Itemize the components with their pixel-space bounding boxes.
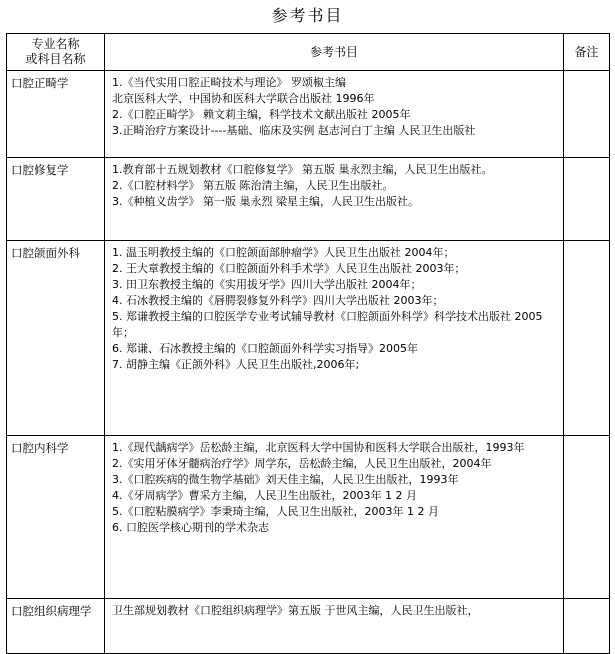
books-cell	[105, 158, 564, 241]
book-entry: 2. 王大章教授主编的《口腔颌面外科手术学》人民卫生出版社 2003年；	[112, 262, 466, 275]
book-entry: 1.《当代实用口腔正畸技术与理论》 罗颂椒主编	[112, 76, 346, 89]
page-title: 参考书目	[271, 6, 344, 25]
book-entry: 5.《口腔粘膜病学》李秉琦主编，人民卫生出版社，2003年 1 2 月	[112, 505, 439, 518]
subject-cell: 口腔修复学	[7, 158, 105, 241]
reference-table	[6, 33, 610, 654]
book-entry: 5. 郑谦教授主编的口腔医学专业考试辅导教材《口腔颌面外科学》科学技术出版社 2005年；	[112, 310, 543, 339]
book-entry: 3.《种植义齿学》 第一版 巢永烈 梁星主编，人民卫生出版社。	[112, 195, 419, 208]
header-subject-line2: 或科目名称	[25, 52, 86, 66]
header-books: 参考书目	[105, 34, 564, 71]
subject-cell: 口腔组织病理学	[7, 599, 105, 654]
table-header-row	[7, 34, 610, 71]
book-entry: 6. 郑谦、石冰教授主编的《口腔颌面外科学实习指导》2005年	[112, 342, 418, 355]
book-entry: 1. 温玉明教授主编的《口腔颌面部肿瘤学》人民卫生出版社 2004年；	[112, 246, 455, 259]
book-entry: 1.教育部十五规划教材《口腔修复学》 第五版 巢永烈主编，人民卫生出版社。	[112, 163, 493, 176]
book-entry: 2.《实用牙体牙髓病治疗学》周学东，岳松龄主编，人民卫生出版社，2004年	[112, 457, 492, 470]
table-row	[7, 71, 610, 158]
table-row	[7, 436, 610, 599]
book-entry: 3. 田卫东教授主编的《实用拔牙学》四川大学出版社 2004年；	[112, 278, 422, 291]
remarks-cell	[564, 158, 610, 241]
subject-cell: 口腔内科学	[7, 436, 105, 599]
book-entry: 3.《口腔疾病的微生物学基础》刘天佳主编，人民卫生出版社，1993年	[112, 473, 459, 486]
header-remarks: 备注	[564, 34, 610, 71]
books-cell	[105, 71, 564, 158]
remarks-cell	[564, 599, 610, 654]
table-row	[7, 599, 610, 654]
book-entry: 4.《牙周病学》曹采方主编，人民卫生出版社，2003年 1 2 月	[112, 489, 417, 502]
table-row	[7, 158, 610, 241]
books-cell	[105, 436, 564, 599]
subject-cell: 口腔颌面外科	[7, 241, 105, 436]
header-subject	[7, 34, 105, 71]
book-entry: 2.《口腔材料学》 第五版 陈治清主编，人民卫生出版社。	[112, 179, 394, 192]
remarks-cell	[564, 436, 610, 599]
book-entry: 2.《口腔正畸学》 赖文莉主编，科学技术文献出版社 2005年	[112, 108, 411, 121]
book-entry: 4. 石冰教授主编的《唇腭裂修复外科学》四川大学出版社 2003年；	[112, 294, 444, 307]
remarks-cell	[564, 241, 610, 436]
book-entry: 7. 胡静主编《正颌外科》人民卫生出版社,2006年;	[112, 358, 360, 371]
book-entry: 北京医科大学、中国协和医科大学联合出版社 1996年	[112, 92, 375, 105]
table-row	[7, 241, 610, 436]
books-cell	[105, 241, 564, 436]
books-cell	[105, 599, 564, 654]
book-entry: 1.《现代龋病学》岳松龄主编，北京医科大学中国协和医科大学联合出版社，1993年	[112, 441, 525, 454]
subject-cell: 口腔正畸学	[7, 71, 105, 158]
book-entry: 6. 口腔医学核心期刊的学术杂志	[112, 521, 269, 534]
remarks-cell	[564, 71, 610, 158]
book-entry: 3.正畸治疗方案设计----基础、临床及实例 赵志河白丁主编 人民卫生出版社	[112, 124, 476, 137]
header-subject-line1: 专业名称	[31, 37, 80, 51]
book-entry: 卫生部规划教材《口腔组织病理学》第五版 于世风主编，人民卫生出版社，	[112, 604, 479, 617]
